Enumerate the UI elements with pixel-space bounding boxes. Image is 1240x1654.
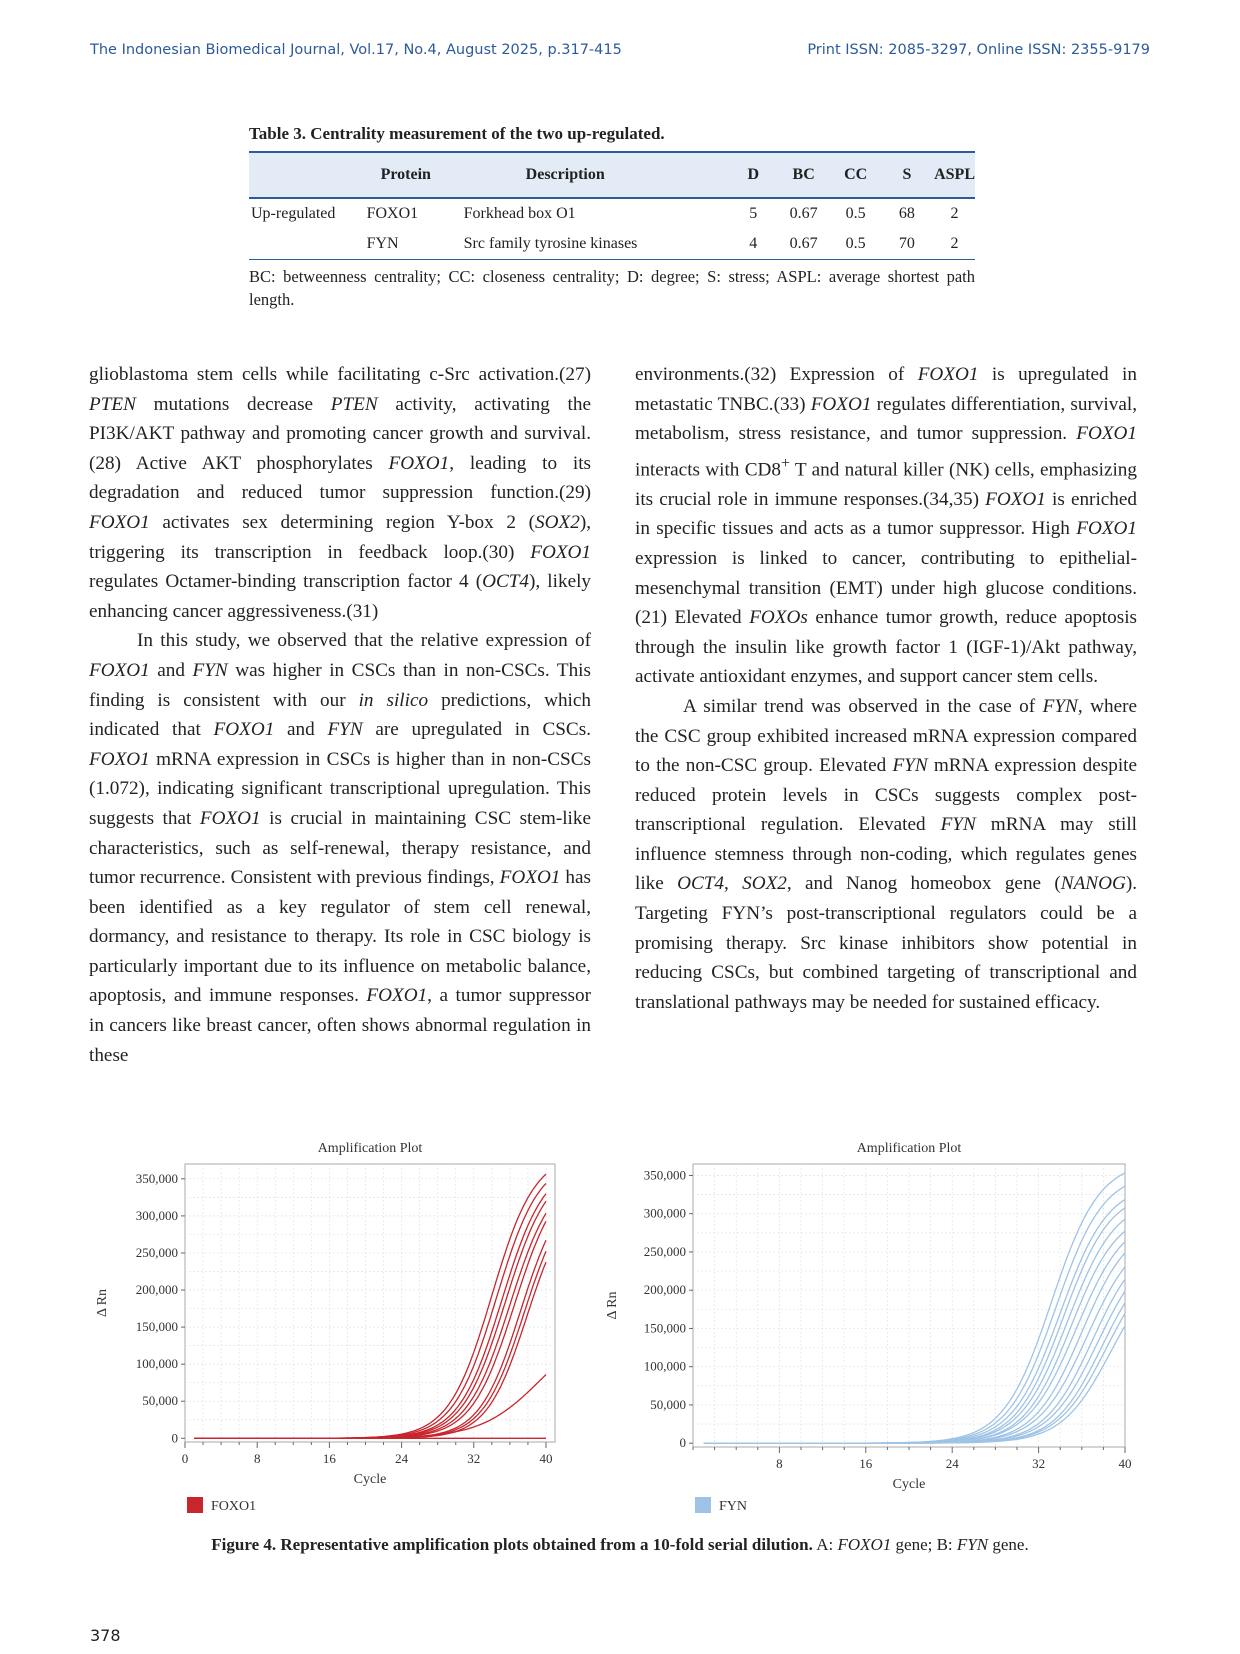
x-tick-label: 16: [322, 1451, 336, 1466]
paragraph: In this study, we observed that the relative expression of FOXO1 and FYN was higher in CSCs than in non-CSCs. This finding is consistent with our in silico predictions, which indicated that FOXO1 and FYN are upregulated in CSCs. FOXO1 mRNA expression in CSCs is higher than in non-CSCs (1.072), indicating significant transcriptional upregulation. This suggests that FOXO1 is crucial in maintaining CSC stem-like characteristics, such as self-renewal, therapy resistance, and tumor recurrence. Consistent with previous findings, FOXO1 has been identified as a key regulator of stem cell renewal, dormancy, and resistance to therapy. Its role in CSC biology is particularly important due to its influence on metabolic balance, apoptosis, and immune responses. FOXO1, a tumor suppressor in cancers like breast cancer, often shows abnormal regulation in these: [89, 630, 591, 1066]
table-cell: 0.5: [832, 229, 880, 260]
amplification-plot-foxo1: [90, 1132, 590, 1522]
legend-label: FYN: [719, 1499, 748, 1514]
table-cell: 0.67: [776, 229, 832, 260]
y-tick-label: 150,000: [643, 1320, 686, 1336]
table-caption: Table 3. Centrality measurement of the two up-regulated.: [249, 124, 665, 143]
table-3: [249, 124, 975, 311]
x-tick-label: 40: [539, 1451, 553, 1466]
table-note: BC: betweenness centrality; CC: closeness centrality; D: degree; S: stress; ASPL: average shortest path length.: [249, 267, 975, 309]
table-header-row: [249, 152, 975, 198]
y-tick-label: 50,000: [650, 1396, 686, 1412]
table-cell: [249, 229, 367, 260]
legend-swatch: [695, 1497, 711, 1513]
y-tick-label: 200,000: [135, 1282, 178, 1298]
y-tick-label: 300,000: [643, 1205, 686, 1221]
x-axis-label: Cycle: [353, 1472, 387, 1487]
table-cell: 68: [898, 205, 915, 222]
x-tick-label: 0: [181, 1451, 189, 1466]
figure-caption-title: Figure 4. Representative amplification plots obtained from a 10-fold serial dilution.: [211, 1535, 813, 1554]
table-cell: 0.5: [845, 205, 866, 222]
page-number: 378: [90, 1626, 121, 1645]
x-tick-label: 32: [467, 1451, 481, 1466]
x-tick-label: 32: [1032, 1456, 1046, 1471]
table-header-cell: Protein: [367, 152, 464, 198]
y-axis-label: Δ Rn: [605, 1291, 620, 1320]
legend-swatch: [187, 1497, 203, 1513]
figure-caption: [90, 1535, 1150, 1555]
table-header-cell: [249, 152, 367, 198]
y-tick-label: 300,000: [135, 1207, 178, 1223]
y-tick-label: 350,000: [135, 1170, 178, 1186]
y-tick-label: 250,000: [643, 1243, 686, 1259]
table-cell: 0.67: [789, 205, 818, 222]
y-tick-label: 150,000: [135, 1319, 178, 1335]
plot-title: Amplification Plot: [317, 1141, 423, 1156]
y-tick-label: 200,000: [643, 1282, 686, 1298]
table-header-cell: BC: [776, 152, 832, 198]
table-cell: FYN: [367, 229, 464, 260]
y-tick-label: 250,000: [135, 1244, 178, 1260]
x-tick-label: 8: [253, 1451, 261, 1466]
figure-caption-text: A: FOXO1 gene; B: FYN gene.: [812, 1535, 1029, 1554]
y-tick-label: 50,000: [142, 1393, 178, 1409]
table-header-cell: CC: [832, 152, 880, 198]
centrality-table: [249, 151, 975, 260]
table-cell: 5: [749, 205, 758, 222]
table-cell: FOXO1: [366, 205, 419, 222]
amplification-plot-fyn: [600, 1132, 1150, 1522]
table-row: [249, 198, 975, 229]
paragraph: glioblastoma stem cells while facilitating c-Src activation.(27) PTEN mutations decrease PTEN activity, activating the PI3K/AKT pathway and promoting cancer growth and survival.(28) Active AKT phosphorylates FOXO1, leading to its degradation and reduced tumor suppression function.(29) FOXO1 activates sex determining region Y-box 2 (SOX2), triggering its transcription in feedback loop.(30) FOXO1 regulates Octamer-binding transcription factor 4 (OCT4), likely enhancing cancer aggressiveness.(31): [89, 364, 592, 622]
plot-area: [185, 1164, 555, 1442]
paragraph: environments.(32) Expression of FOXO1 is upregulated in metastatic TNBC.(33) FOXO1 regulates differentiation, survival, metabolism, stress resistance, and tumor suppression. FOXO1 interacts with CD8+ T and natural killer (NK) cells, emphasizing its crucial role in immune responses.(34,35) FOXO1 is enriched in specific tissues and acts as a tumor suppressor. High FOXO1 expression is linked to cancer, contributing to epithelial-mesenchymal transition (EMT) under high glucose conditions.(21) Elevated FOXOs enhance tumor growth, reduce apoptosis through the insulin like growth factor 1 (IGF-1)/Akt pathway, activate antioxidant enzymes, and support cancer stem cells.: [635, 364, 1137, 688]
table-cell: Up-regulated: [251, 205, 336, 222]
y-tick-label: 0: [679, 1435, 686, 1451]
x-tick-label: 8: [776, 1456, 783, 1471]
table-cell: Forkhead box O1: [463, 205, 576, 222]
table-cell: 2: [934, 229, 975, 260]
x-tick-label: 16: [859, 1456, 873, 1471]
table-cell: 2: [950, 205, 959, 222]
table-cell: Src family tyrosine kinases: [464, 229, 731, 260]
y-tick-label: 100,000: [643, 1358, 686, 1374]
x-tick-label: 40: [1118, 1456, 1132, 1471]
running-header: [90, 42, 1150, 66]
table-cell: 4: [731, 229, 776, 260]
table-header-cell: ASPL: [934, 152, 975, 198]
legend-label: FOXO1: [211, 1499, 257, 1514]
y-tick-label: 100,000: [135, 1356, 178, 1372]
x-axis-label: Cycle: [892, 1477, 926, 1492]
table-header-cell: Description: [464, 152, 731, 198]
y-tick-label: 350,000: [643, 1167, 686, 1183]
x-tick-label: 24: [945, 1456, 959, 1471]
issn-info: Print ISSN: 2085-3297, Online ISSN: 2355-9179: [807, 42, 1150, 58]
paragraph: A similar trend was observed in the case of FYN, where the CSC group exhibited increased mRNA expression compared to the non-CSC group. Elevated FYN mRNA expression despite reduced protein levels in CSCs suggests complex post-transcriptional regulation. Elevated FYN mRNA may still influence stemness through non-coding, which regulates genes like OCT4, SOX2, and Nanog homeobox gene (NANOG). Targeting FYN’s post-transcriptional regulators could be a promising therapy. Src kinase inhibitors show potential in reducing CSCs, but combined targeting of transcriptional and translational pathways may be needed for sustained efficacy.: [635, 695, 1137, 1013]
plot-title: Amplification Plot: [856, 1141, 962, 1156]
body-column-right: [635, 360, 1137, 1017]
y-tick-label: 0: [171, 1430, 178, 1446]
journal-title: The Indonesian Biomedical Journal, Vol.17, No.4, August 2025, p.317-415: [90, 42, 622, 58]
table-header-cell: D: [731, 152, 776, 198]
table-cell: 70: [880, 229, 934, 260]
x-tick-label: 24: [395, 1451, 409, 1466]
y-axis-label: Δ Rn: [95, 1288, 110, 1318]
plot-svg: [90, 1132, 590, 1522]
body-column-left: [89, 360, 591, 1070]
table-row: [249, 229, 975, 260]
plot-svg: [600, 1132, 1150, 1522]
table-header-cell: S: [880, 152, 934, 198]
